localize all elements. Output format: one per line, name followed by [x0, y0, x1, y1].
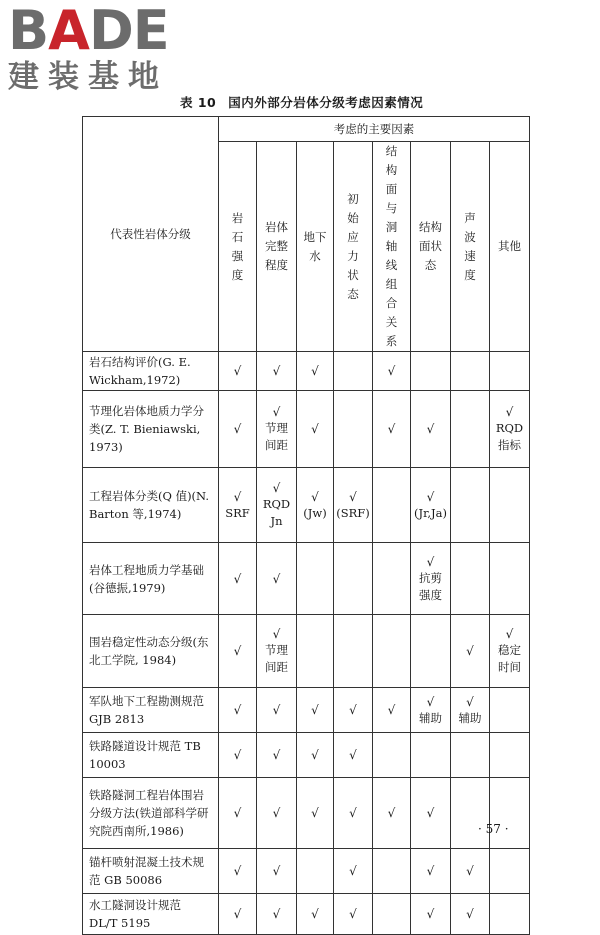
logo-wordmark: BADE [8, 0, 169, 62]
classification-name: 节理化岩体地质力学分类(Z. T. Bieniawski, 1973) [83, 391, 219, 468]
factor-note: 间距 [265, 438, 288, 452]
factor-cell [411, 543, 451, 615]
corner-header: 代表性岩体分级 [83, 117, 219, 352]
table-number: 表 10 [180, 95, 217, 110]
factor-cell [451, 849, 490, 894]
column-header: 岩石强度 [219, 142, 257, 352]
factor-cell [490, 733, 530, 778]
table-row [83, 733, 530, 778]
check-mark: √ [233, 571, 242, 586]
factor-cell [219, 849, 257, 894]
factor-cell [451, 352, 490, 391]
factor-cell [219, 391, 257, 468]
check-mark: √ [233, 864, 242, 878]
check-mark: √ [272, 748, 281, 762]
factor-cell [334, 391, 373, 468]
check-mark: √ [311, 422, 319, 436]
factor-note: 抗剪 [419, 570, 442, 585]
classification-name: 锚杆喷射混凝土技术规范 GB 50086 [83, 849, 219, 894]
factor-cell [219, 468, 257, 543]
column-header: 结构面与洞轴线组合关系 [373, 142, 411, 352]
factor-cell [297, 543, 334, 615]
check-mark: √ [349, 703, 357, 717]
factor-cell [411, 849, 451, 894]
page-number: · 57 · [478, 822, 509, 836]
factor-cell [373, 543, 411, 615]
factor-note: (Jr,Ja) [414, 505, 447, 520]
factor-cell [334, 733, 373, 778]
check-mark: √ [426, 554, 435, 569]
factor-cell [219, 615, 257, 688]
check-mark: √ [233, 806, 242, 820]
factor-cell [257, 688, 297, 733]
check-mark: √ [311, 907, 319, 921]
check-mark: √ [387, 364, 396, 378]
check-mark: √ [272, 703, 281, 717]
check-mark: √ [387, 806, 396, 820]
factor-cell [257, 468, 297, 543]
factor-cell [257, 733, 297, 778]
check-mark: √ [233, 422, 242, 436]
factor-cell [334, 615, 373, 688]
factor-note: Jn [270, 514, 283, 528]
check-mark: √ [426, 806, 435, 820]
check-mark: √ [233, 907, 242, 921]
factor-cell [411, 733, 451, 778]
factor-cell [373, 352, 411, 391]
factor-cell [334, 849, 373, 894]
factor-cell [451, 543, 490, 615]
table-title: 国内外部分岩体分级考虑因素情况 [228, 95, 424, 110]
check-mark: √ [272, 806, 281, 820]
factor-cell [219, 733, 257, 778]
check-mark: √ [426, 864, 435, 878]
check-mark: √ [272, 405, 281, 419]
table-row [83, 615, 530, 688]
check-mark: √ [233, 748, 242, 762]
check-mark: √ [272, 627, 281, 641]
factor-note: 辅助 [419, 710, 442, 725]
table-row [83, 688, 530, 733]
check-mark: √ [349, 489, 357, 504]
check-mark: √ [466, 694, 474, 709]
column-header: 初始应力状态 [334, 142, 373, 352]
factor-cell [373, 778, 411, 849]
factor-cell [257, 615, 297, 688]
factor-cell [411, 352, 451, 391]
factor-note: (SRF) [336, 505, 370, 520]
factor-note: RQD [495, 421, 524, 435]
factor-cell [411, 778, 451, 849]
factor-cell [490, 688, 530, 733]
factor-cell [219, 688, 257, 733]
factor-cell [297, 778, 334, 849]
column-header: 结构面状态 [411, 142, 451, 352]
check-mark: √ [272, 571, 281, 586]
factor-cell [411, 688, 451, 733]
column-header: 地下水 [297, 142, 334, 352]
factor-cell [219, 352, 257, 391]
factor-cell [451, 615, 490, 688]
factor-note: 节理 [265, 421, 288, 435]
factor-cell [297, 352, 334, 391]
check-mark: √ [311, 364, 319, 378]
factor-cell [334, 352, 373, 391]
factor-note: 强度 [419, 587, 442, 602]
factor-note: RQD [262, 497, 291, 511]
check-mark: √ [233, 489, 242, 504]
factor-cell [257, 543, 297, 615]
factor-note: 时间 [498, 660, 521, 674]
factor-cell [334, 688, 373, 733]
check-mark: √ [233, 644, 242, 658]
check-mark: √ [466, 907, 474, 921]
table-row [83, 849, 530, 894]
check-mark: √ [349, 748, 357, 762]
check-mark: √ [233, 703, 242, 717]
factor-cell [451, 688, 490, 733]
factor-cell [490, 352, 530, 391]
factor-cell [257, 849, 297, 894]
factor-cell [451, 733, 490, 778]
check-mark: √ [426, 489, 435, 504]
table-row [83, 391, 530, 468]
classification-name: 水工隧洞设计规范 DL/T 5195 [83, 894, 219, 935]
factor-cell [411, 615, 451, 688]
classification-factors-table [82, 116, 530, 935]
factor-cell [297, 615, 334, 688]
check-mark: √ [311, 703, 319, 717]
factor-cell [219, 543, 257, 615]
bade-logo [8, 0, 169, 95]
factor-cell [373, 468, 411, 543]
factor-cell [373, 688, 411, 733]
classification-name: 岩石结构评价(G. E. Wickham,1972) [83, 352, 219, 391]
classification-name: 围岩稳定性动态分级(东北工学院, 1984) [83, 615, 219, 688]
check-mark: √ [272, 864, 281, 878]
check-mark: √ [272, 364, 281, 378]
check-mark: √ [272, 481, 281, 495]
factor-note: SRF [225, 505, 250, 520]
check-mark: √ [233, 364, 242, 378]
check-mark: √ [349, 864, 357, 878]
logo-chinese-name: 建装基地 [8, 59, 168, 95]
factor-cell [373, 849, 411, 894]
factors-group-header: 考虑的主要因素 [219, 117, 530, 142]
check-mark: √ [505, 627, 514, 641]
check-mark: √ [311, 748, 319, 762]
factor-cell [334, 468, 373, 543]
factor-cell [373, 391, 411, 468]
factor-note: (Jw) [303, 505, 327, 520]
factor-cell [373, 615, 411, 688]
factor-cell [257, 778, 297, 849]
factor-cell [334, 778, 373, 849]
classification-name: 岩体工程地质力学基础(谷德振,1979) [83, 543, 219, 615]
column-header: 声波速度 [451, 142, 490, 352]
check-mark: √ [311, 489, 319, 504]
table-row [83, 543, 530, 615]
classification-name: 铁路隧洞工程岩体围岩分级方法(铁道部科学研究院西南所,1986) [83, 778, 219, 849]
factor-note: 节理 [265, 643, 288, 657]
check-mark: √ [426, 422, 435, 436]
factor-cell [490, 778, 530, 849]
factor-note: 稳定 [498, 643, 521, 657]
factor-cell [334, 543, 373, 615]
factor-cell [451, 391, 490, 468]
factor-cell [490, 391, 530, 468]
column-header: 岩体完整程度 [257, 142, 297, 352]
column-header: 其他 [490, 142, 530, 352]
factor-cell [451, 778, 490, 849]
factor-note: 辅助 [458, 710, 482, 725]
factor-cell [297, 688, 334, 733]
factor-cell [257, 391, 297, 468]
table-row [83, 778, 530, 849]
factor-cell [490, 849, 530, 894]
check-mark: √ [466, 864, 474, 878]
table-row [83, 352, 530, 391]
classification-name: 铁路隧道设计规范 TB 10003 [83, 733, 219, 778]
check-mark: √ [387, 422, 396, 436]
factor-cell [297, 468, 334, 543]
factor-cell [490, 468, 530, 543]
factor-cell [490, 543, 530, 615]
check-mark: √ [349, 806, 357, 820]
factor-cell [257, 352, 297, 391]
factor-cell [219, 778, 257, 849]
factor-note: 指标 [498, 438, 521, 452]
table-row [83, 468, 530, 543]
check-mark: √ [426, 907, 435, 921]
check-mark: √ [426, 694, 435, 709]
table-caption [180, 93, 423, 111]
check-mark: √ [466, 644, 474, 658]
check-mark: √ [311, 806, 319, 820]
classification-name: 工程岩体分类(Q 值)(N. Barton 等,1974) [83, 468, 219, 543]
factor-cell [297, 849, 334, 894]
factor-cell [297, 391, 334, 468]
classification-name: 军队地下工程勘测规范 GJB 2813 [83, 688, 219, 733]
check-mark: √ [349, 907, 357, 921]
factor-cell [373, 733, 411, 778]
factor-cell [411, 468, 451, 543]
factor-cell [451, 468, 490, 543]
check-mark: √ [387, 703, 396, 717]
factor-cell [490, 615, 530, 688]
check-mark: √ [505, 405, 514, 419]
factor-cell [411, 391, 451, 468]
factor-note: 间距 [265, 660, 288, 674]
factor-cell [297, 733, 334, 778]
check-mark: √ [272, 907, 281, 921]
